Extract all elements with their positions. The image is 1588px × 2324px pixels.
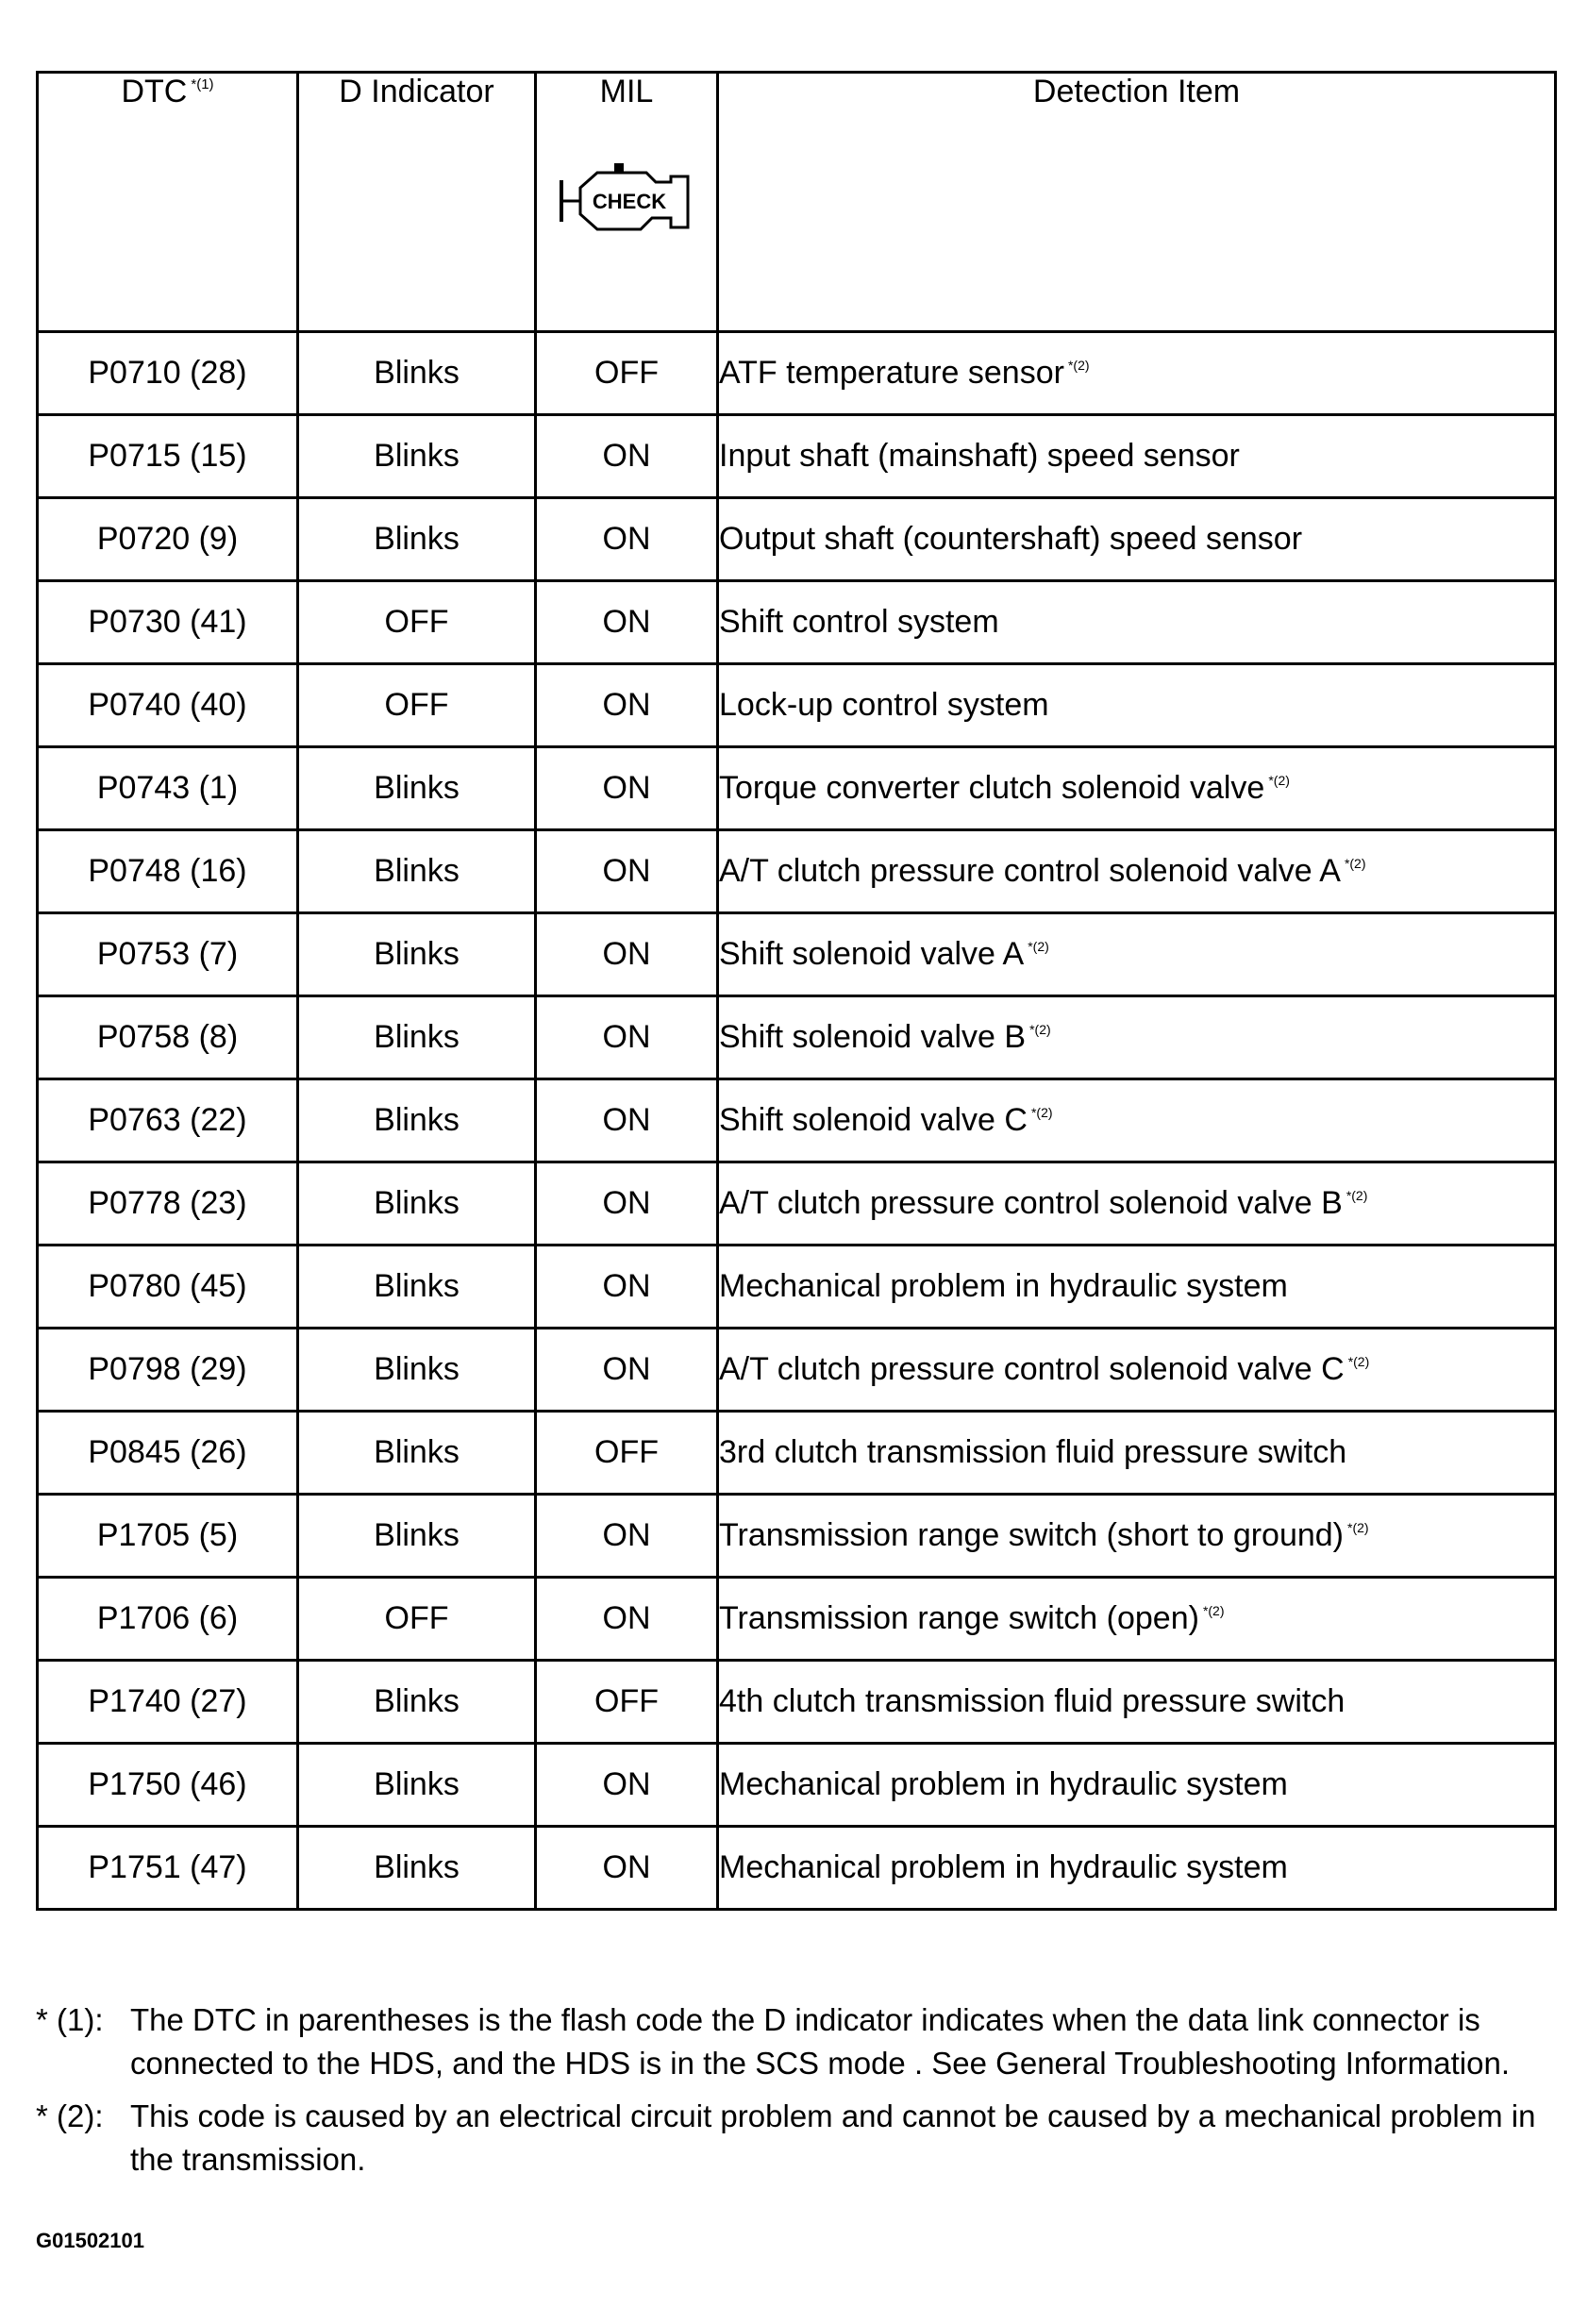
- footnote-ref: *(2): [1028, 939, 1049, 954]
- mil-status: ON: [536, 1578, 718, 1661]
- mil-status: ON: [536, 830, 718, 913]
- d-indicator-status: Blinks: [298, 830, 536, 913]
- footnote-2-text: This code is caused by an electrical circuit problem and cannot be caused by a mechanical problem in the transmission.: [130, 2098, 1536, 2177]
- table-row: [38, 1578, 1556, 1661]
- dtc-table-body: [38, 332, 1556, 1910]
- mil-status: ON: [536, 1744, 718, 1827]
- d-indicator-status: Blinks: [298, 498, 536, 581]
- detection-item: [718, 1246, 1556, 1329]
- dtc-table: [36, 71, 1557, 1911]
- d-indicator-status: Blinks: [298, 1412, 536, 1495]
- detection-item-text: Shift solenoid valve B: [719, 1019, 1027, 1055]
- footnote-1: [36, 1998, 1554, 2085]
- dtc-code: P1750 (46): [38, 1744, 298, 1827]
- d-indicator-status: OFF: [298, 1578, 536, 1661]
- detection-item: [718, 1412, 1556, 1495]
- detection-item-text: Shift control system: [719, 604, 999, 640]
- d-indicator-status: Blinks: [298, 996, 536, 1079]
- d-indicator-status: Blinks: [298, 415, 536, 498]
- d-indicator-status: Blinks: [298, 1744, 536, 1827]
- table-row: [38, 581, 1556, 664]
- dtc-code: P0753 (7): [38, 913, 298, 996]
- detection-item: [718, 498, 1556, 581]
- dtc-code: P0758 (8): [38, 996, 298, 1079]
- table-row: [38, 1661, 1556, 1744]
- detection-item: [718, 1079, 1556, 1162]
- table-row: [38, 913, 1556, 996]
- mil-status: ON: [536, 996, 718, 1079]
- d-indicator-status: Blinks: [298, 1495, 536, 1578]
- dtc-code: P1706 (6): [38, 1578, 298, 1661]
- detection-item: [718, 415, 1556, 498]
- header-d-indicator: D Indicator: [298, 73, 536, 332]
- mil-status: ON: [536, 747, 718, 830]
- d-indicator-status: Blinks: [298, 1246, 536, 1329]
- mil-status: OFF: [536, 1412, 718, 1495]
- d-indicator-status: Blinks: [298, 1079, 536, 1162]
- table-row: [38, 830, 1556, 913]
- d-indicator-status: Blinks: [298, 1329, 536, 1412]
- table-row: [38, 1329, 1556, 1412]
- footnote-ref: *(2): [1202, 1603, 1225, 1618]
- mil-status: ON: [536, 498, 718, 581]
- dtc-code: P0710 (28): [38, 332, 298, 415]
- table-row: [38, 332, 1556, 415]
- d-indicator-status: OFF: [298, 664, 536, 747]
- footnote-ref: *(2): [1344, 856, 1366, 871]
- d-indicator-status: Blinks: [298, 913, 536, 996]
- d-indicator-status: Blinks: [298, 332, 536, 415]
- mil-status: ON: [536, 664, 718, 747]
- detection-item: [718, 1827, 1556, 1910]
- figure-code: G01502101: [36, 2229, 144, 2252]
- table-row: [38, 664, 1556, 747]
- detection-item: [718, 581, 1556, 664]
- dtc-code: P0720 (9): [38, 498, 298, 581]
- check-engine-icon: [556, 159, 697, 242]
- mil-status: ON: [536, 415, 718, 498]
- footnote-2: [36, 2095, 1554, 2182]
- mil-status: ON: [536, 1246, 718, 1329]
- footnote-1-mark: * (1):: [36, 2002, 104, 2037]
- d-indicator-status: OFF: [298, 581, 536, 664]
- header-mil: [536, 73, 718, 332]
- footnote-ref: *(2): [1347, 1520, 1369, 1535]
- detection-item: [718, 1495, 1556, 1578]
- dtc-code: P0780 (45): [38, 1246, 298, 1329]
- mil-status: ON: [536, 1495, 718, 1578]
- mil-status: ON: [536, 913, 718, 996]
- detection-item-text: Shift solenoid valve A: [719, 936, 1025, 972]
- footnote-ref: *(2): [1030, 1105, 1053, 1120]
- detection-item-text: Input shaft (mainshaft) speed sensor: [719, 438, 1240, 474]
- dtc-code: P0715 (15): [38, 415, 298, 498]
- dtc-code: P0845 (26): [38, 1412, 298, 1495]
- dtc-code: P0743 (1): [38, 747, 298, 830]
- detection-item-text: 4th clutch transmission fluid pressure switch: [719, 1683, 1346, 1719]
- detection-item-text: Shift solenoid valve C: [719, 1102, 1028, 1138]
- footnote-ref: *(2): [1346, 1188, 1368, 1203]
- table-row: [38, 996, 1556, 1079]
- table-row: [38, 1495, 1556, 1578]
- header-detection-item: Detection Item: [718, 73, 1556, 332]
- dtc-code: P0740 (40): [38, 664, 298, 747]
- detection-item-text: ATF temperature sensor: [719, 355, 1064, 391]
- mil-status: ON: [536, 581, 718, 664]
- footnote-ref: *(2): [1067, 358, 1090, 373]
- footnote-ref: *(2): [1029, 1022, 1051, 1037]
- table-row: [38, 1246, 1556, 1329]
- dtc-code: P0778 (23): [38, 1162, 298, 1246]
- detection-item-text: A/T clutch pressure control solenoid valve C: [719, 1351, 1345, 1387]
- d-indicator-status: Blinks: [298, 1827, 536, 1910]
- table-row: [38, 1162, 1556, 1246]
- mil-status: ON: [536, 1079, 718, 1162]
- footnote-1-text: The DTC in parentheses is the flash code the D indicator indicates when the data link connector is connected to the HDS, and the HDS is in the SCS mode . See General Troubleshooting Information.: [130, 2002, 1510, 2081]
- detection-item: [718, 996, 1556, 1079]
- detection-item-text: Mechanical problem in hydraulic system: [719, 1268, 1288, 1304]
- d-indicator-status: Blinks: [298, 747, 536, 830]
- header-row: [38, 73, 1556, 332]
- table-row: [38, 1744, 1556, 1827]
- detection-item: [718, 1162, 1556, 1246]
- detection-item-text: Output shaft (countershaft) speed sensor: [719, 521, 1303, 557]
- d-indicator-status: Blinks: [298, 1162, 536, 1246]
- mil-status: OFF: [536, 1661, 718, 1744]
- dtc-code: P0730 (41): [38, 581, 298, 664]
- table-row: [38, 747, 1556, 830]
- detection-item: [718, 913, 1556, 996]
- detection-item: [718, 1744, 1556, 1827]
- dtc-code: P0763 (22): [38, 1079, 298, 1162]
- footnotes: [36, 1998, 1554, 2191]
- mil-status: ON: [536, 1827, 718, 1910]
- table-row: [38, 498, 1556, 581]
- footnote-ref: *(2): [1347, 1354, 1370, 1369]
- detection-item: [718, 747, 1556, 830]
- detection-item-text: Transmission range switch (short to ground): [719, 1517, 1345, 1553]
- detection-item-text: Torque converter clutch solenoid valve: [719, 770, 1265, 806]
- table-row: [38, 415, 1556, 498]
- table-row: [38, 1412, 1556, 1495]
- header-mil-label: MIL: [599, 74, 654, 109]
- table-row: [38, 1079, 1556, 1162]
- detection-item-text: Mechanical problem in hydraulic system: [719, 1849, 1288, 1885]
- detection-item-text: Lock-up control system: [719, 687, 1049, 723]
- detection-item-text: Transmission range switch (open): [719, 1600, 1199, 1636]
- dtc-code: P1705 (5): [38, 1495, 298, 1578]
- detection-item: [718, 332, 1556, 415]
- mil-status: ON: [536, 1162, 718, 1246]
- detection-item-text: Mechanical problem in hydraulic system: [719, 1766, 1288, 1802]
- d-indicator-status: Blinks: [298, 1661, 536, 1744]
- footnote-2-mark: * (2):: [36, 2098, 104, 2133]
- header-dtc: [38, 73, 298, 332]
- dtc-code: P0748 (16): [38, 830, 298, 913]
- detection-item: [718, 1329, 1556, 1412]
- header-dtc-label: DTC: [121, 74, 188, 109]
- detection-item-text: 3rd clutch transmission fluid pressure switch: [719, 1434, 1347, 1470]
- detection-item: [718, 1578, 1556, 1661]
- header-dtc-note-ref: *(1): [191, 76, 214, 92]
- mil-status: OFF: [536, 332, 718, 415]
- detection-item-text: A/T clutch pressure control solenoid valve B: [719, 1185, 1343, 1221]
- dtc-code: P0798 (29): [38, 1329, 298, 1412]
- table-row: [38, 1827, 1556, 1910]
- mil-status: ON: [536, 1329, 718, 1412]
- detection-item-text: A/T clutch pressure control solenoid valve A: [719, 853, 1341, 889]
- detection-item: [718, 664, 1556, 747]
- detection-item: [718, 1661, 1556, 1744]
- dtc-code: P1740 (27): [38, 1661, 298, 1744]
- check-engine-icon-text: CHECK: [592, 190, 667, 213]
- detection-item: [718, 830, 1556, 913]
- footnote-ref: *(2): [1268, 773, 1290, 788]
- dtc-code: P1751 (47): [38, 1827, 298, 1910]
